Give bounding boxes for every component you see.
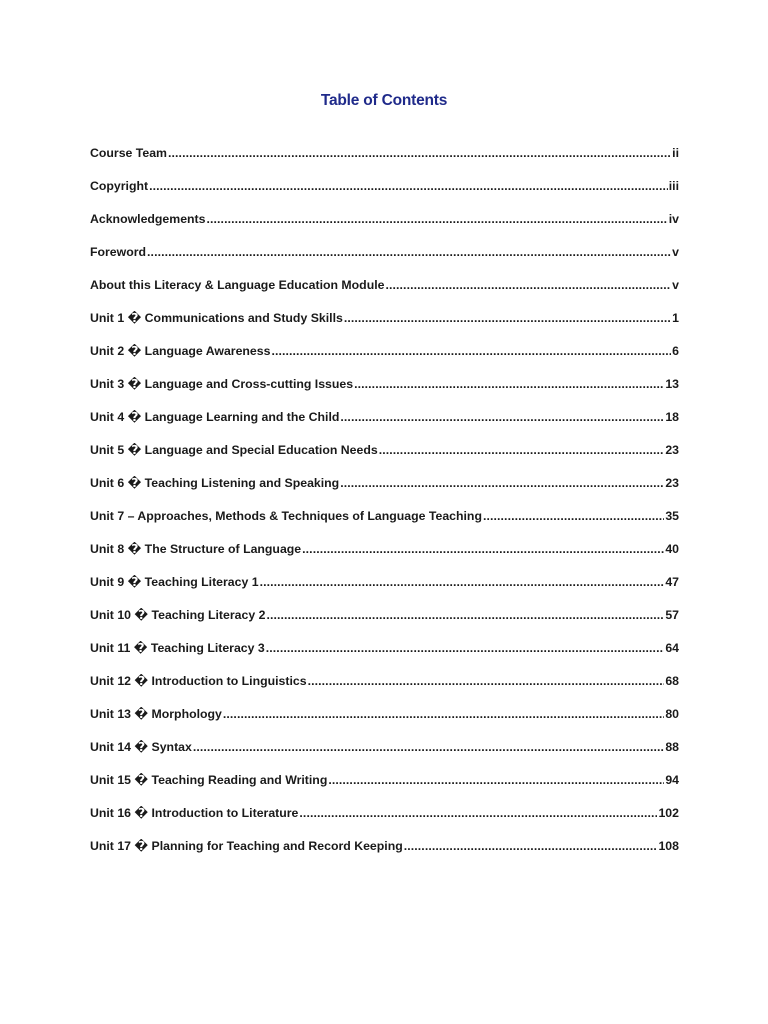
toc-entry[interactable] — [90, 377, 679, 410]
toc-entry-page: iii — [668, 179, 679, 193]
toc-entry[interactable] — [90, 212, 679, 245]
toc-entry-page: 13 — [665, 377, 679, 391]
toc-entry-label: Unit 8 � The Structure of Language — [90, 542, 302, 556]
toc-entry[interactable] — [90, 146, 679, 179]
toc-entry[interactable] — [90, 410, 679, 443]
toc-entry-page: 102 — [658, 806, 679, 820]
toc-leader-dots — [340, 476, 664, 490]
toc-leader-dots — [340, 410, 664, 424]
toc-leader-dots — [299, 806, 657, 820]
toc-entry[interactable] — [90, 443, 679, 476]
toc-entry-page: 57 — [665, 608, 679, 622]
toc-entry[interactable] — [90, 641, 679, 674]
toc-leader-dots — [206, 212, 667, 226]
toc-entry-page: 88 — [665, 740, 679, 754]
toc-entry[interactable] — [90, 707, 679, 740]
toc-entry[interactable] — [90, 509, 679, 542]
toc-entry-page: 68 — [665, 674, 679, 688]
toc-entry-label: Unit 17 � Planning for Teaching and Record Keeping — [90, 839, 403, 853]
toc-entry-page: v — [672, 278, 679, 292]
toc-entry-label: Unit 12 � Introduction to Linguistics — [90, 674, 307, 688]
toc-entry-label: Unit 1 � Communications and Study Skills — [90, 311, 343, 325]
toc-leader-dots — [385, 278, 671, 292]
toc-entry-label: Unit 13 � Morphology — [90, 707, 222, 721]
toc-entry[interactable] — [90, 740, 679, 773]
toc-leader-dots — [223, 707, 664, 721]
toc-entry-label: About this Literacy & Language Education Module — [90, 278, 385, 292]
toc-leader-dots — [354, 377, 664, 391]
toc-leader-dots — [483, 509, 664, 523]
toc-leader-dots — [328, 773, 664, 787]
toc-leader-dots — [193, 740, 664, 754]
toc-entry-label: Unit 7 – Approaches, Methods & Techniques of Language Teaching — [90, 509, 482, 523]
toc-entry-page: 108 — [658, 839, 679, 853]
toc-entry-page: 35 — [665, 509, 679, 523]
toc-entry-page: 94 — [665, 773, 679, 787]
toc-entry-label: Unit 6 � Teaching Listening and Speaking — [90, 476, 340, 490]
toc-entry-label: Course Team — [90, 146, 167, 160]
toc-leader-dots — [344, 311, 671, 325]
toc-entry-page: 23 — [665, 443, 679, 457]
toc-entry-page: 47 — [665, 575, 679, 589]
toc-entry-label: Foreword — [90, 245, 147, 259]
toc-entry-label: Unit 5 � Language and Special Education Needs — [90, 443, 378, 457]
toc-entry-page: 1 — [672, 311, 679, 325]
toc-entry[interactable] — [90, 476, 679, 509]
toc-entry-label: Unit 2 � Language Awareness — [90, 344, 271, 358]
toc-entry-page: 80 — [665, 707, 679, 721]
toc-entry[interactable] — [90, 674, 679, 707]
toc-entry-page: ii — [672, 146, 679, 160]
toc-entry-page: 40 — [665, 542, 679, 556]
toc-entry-label: Unit 3 � Language and Cross-cutting Issues — [90, 377, 354, 391]
toc-entry-page: 64 — [665, 641, 679, 655]
toc-entry[interactable] — [90, 278, 679, 311]
toc-entry[interactable] — [90, 839, 679, 872]
toc-leader-dots — [308, 674, 665, 688]
toc-leader-dots — [302, 542, 664, 556]
toc-entry[interactable] — [90, 575, 679, 608]
toc-entry[interactable] — [90, 773, 679, 806]
toc-entry[interactable] — [90, 245, 679, 278]
toc-entry[interactable] — [90, 608, 679, 641]
toc-list — [90, 146, 679, 872]
toc-entry-page: 18 — [665, 410, 679, 424]
toc-entry-label: Unit 14 � Syntax — [90, 740, 192, 754]
toc-entry-page: iv — [668, 212, 679, 226]
toc-entry-page: v — [672, 245, 679, 259]
toc-entry-label: Acknowledgements — [90, 212, 206, 226]
toc-entry[interactable] — [90, 179, 679, 212]
toc-leader-dots — [266, 608, 664, 622]
toc-entry-page: 23 — [665, 476, 679, 490]
toc-entry-label: Unit 16 � Introduction to Literature — [90, 806, 299, 820]
toc-leader-dots — [266, 641, 665, 655]
toc-entry[interactable] — [90, 542, 679, 575]
toc-entry-label: Unit 15 � Teaching Reading and Writing — [90, 773, 328, 787]
toc-entry-label: Unit 4 � Language Learning and the Child — [90, 410, 340, 424]
toc-entry-page: 6 — [672, 344, 679, 358]
toc-leader-dots — [404, 839, 658, 853]
toc-leader-dots — [379, 443, 665, 457]
toc-leader-dots — [149, 179, 668, 193]
toc-entry-label: Unit 11 � Teaching Literacy 3 — [90, 641, 265, 655]
toc-leader-dots — [168, 146, 671, 160]
toc-title: Table of Contents — [320, 92, 448, 109]
toc-entry[interactable] — [90, 344, 679, 377]
toc-entry-label: Unit 9 � Teaching Literacy 1 — [90, 575, 259, 589]
toc-entry[interactable] — [90, 806, 679, 839]
toc-leader-dots — [271, 344, 671, 358]
toc-leader-dots — [260, 575, 665, 589]
toc-entry-label: Copyright — [90, 179, 149, 193]
toc-entry[interactable] — [90, 311, 679, 344]
toc-entry-label: Unit 10 � Teaching Literacy 2 — [90, 608, 266, 622]
toc-leader-dots — [147, 245, 671, 259]
